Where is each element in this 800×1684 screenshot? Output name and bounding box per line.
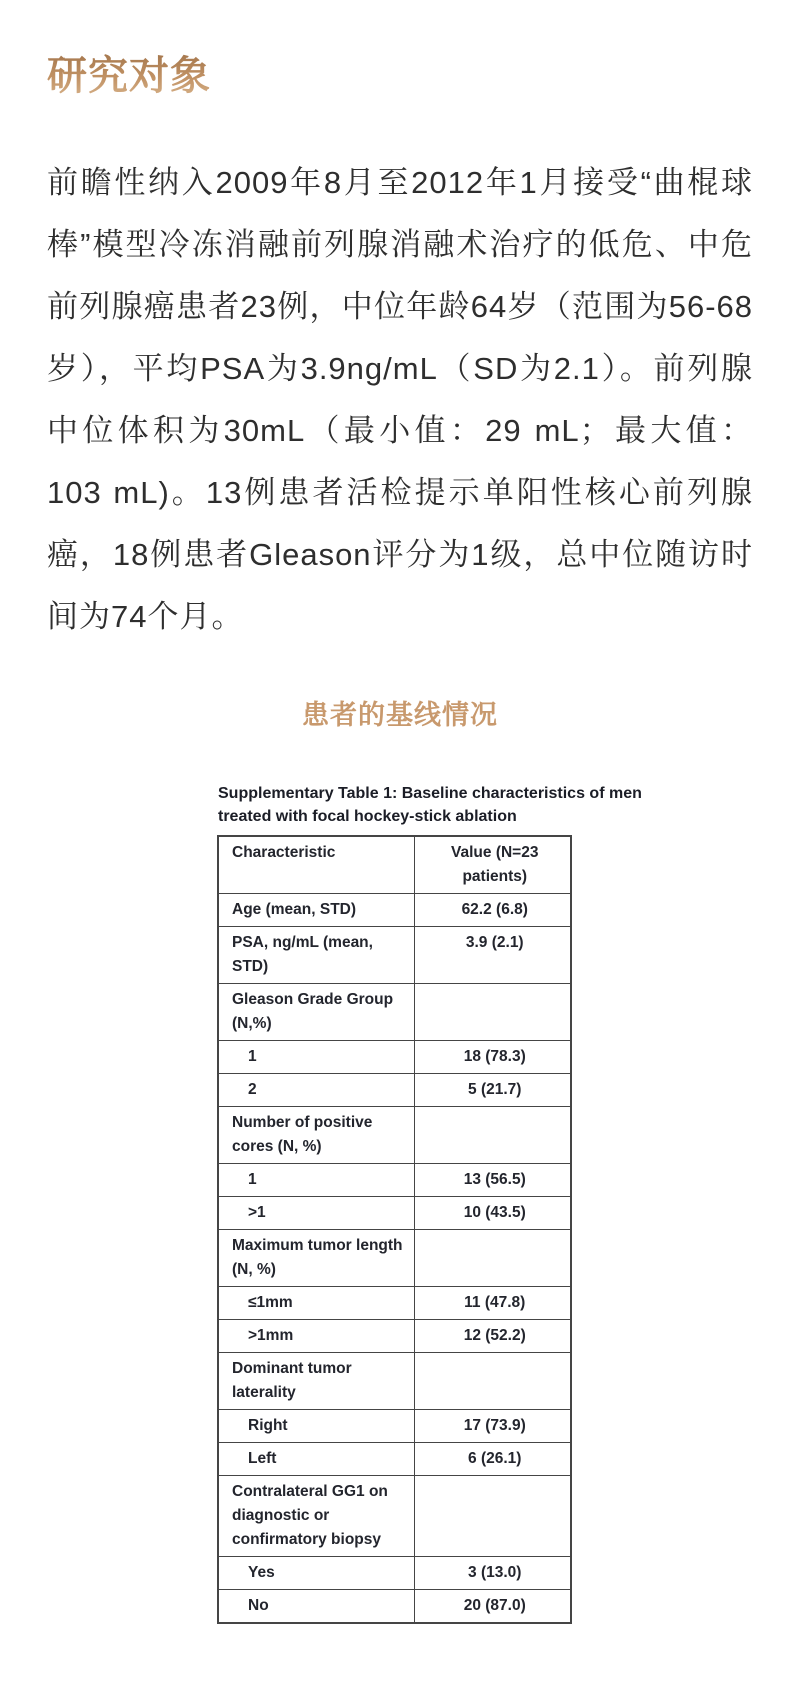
table-row — [218, 927, 571, 984]
row-label: Number of positive cores (N, %) — [218, 1107, 414, 1164]
header-row — [218, 836, 571, 894]
row-label: Gleason Grade Group (N,%) — [218, 984, 414, 1041]
row-value — [414, 1107, 571, 1164]
row-value: 18 (78.3) — [414, 1041, 571, 1074]
row-value: 17 (73.9) — [414, 1410, 571, 1443]
table-row — [218, 1353, 571, 1410]
row-label: Yes — [218, 1557, 414, 1590]
row-value: 12 (52.2) — [414, 1320, 571, 1353]
column-header-value: Value (N=23 patients) — [414, 836, 571, 894]
baseline-table-figure — [0, 782, 800, 1624]
baseline-table-header — [218, 836, 571, 894]
table-row — [218, 1164, 571, 1197]
table-row — [218, 1197, 571, 1230]
row-value: 11 (47.8) — [414, 1287, 571, 1320]
row-label: Age (mean, STD) — [218, 894, 414, 927]
row-value: 3 (13.0) — [414, 1557, 571, 1590]
row-value: 20 (87.0) — [414, 1590, 571, 1624]
table-row — [218, 894, 571, 927]
table-row — [218, 1230, 571, 1287]
row-value: 3.9 (2.1) — [414, 927, 571, 984]
row-value — [414, 1353, 571, 1410]
row-label: No — [218, 1590, 414, 1624]
table-row — [218, 1590, 571, 1624]
row-label: Maximum tumor length (N, %) — [218, 1230, 414, 1287]
row-value: 62.2 (6.8) — [414, 894, 571, 927]
row-label: 1 — [218, 1041, 414, 1074]
row-value — [414, 1230, 571, 1287]
table-row — [218, 1041, 571, 1074]
row-value: 13 (56.5) — [414, 1164, 571, 1197]
section-heading: 研究对象 — [47, 52, 211, 99]
table-row — [218, 1107, 571, 1164]
row-value — [414, 1476, 571, 1557]
row-label: >1mm — [218, 1320, 414, 1353]
row-value: 5 (21.7) — [414, 1074, 571, 1107]
baseline-table — [217, 835, 572, 1624]
table-row — [218, 1410, 571, 1443]
table-caption: Supplementary Table 1: Baseline characteristics of men treated with focal hockey-stick ablation — [218, 785, 642, 825]
table-row — [218, 984, 571, 1041]
table-row — [218, 1074, 571, 1107]
row-label: PSA, ng/mL (mean, STD) — [218, 927, 414, 984]
column-header-characteristic: Characteristic — [218, 836, 414, 894]
row-label: 2 — [218, 1074, 414, 1107]
table-row — [218, 1443, 571, 1476]
row-label: Dominant tumor laterality — [218, 1353, 414, 1410]
row-label: Contralateral GG1 on diagnostic or confirmatory biopsy — [218, 1476, 414, 1557]
table-row — [218, 1287, 571, 1320]
subtitle: 患者的基线情况 — [302, 700, 498, 730]
row-label: Right — [218, 1410, 414, 1443]
row-label: >1 — [218, 1197, 414, 1230]
row-value — [414, 984, 571, 1041]
row-value: 6 (26.1) — [414, 1443, 571, 1476]
row-value: 10 (43.5) — [414, 1197, 571, 1230]
table-row — [218, 1476, 571, 1557]
row-label: ≤1mm — [218, 1287, 414, 1320]
row-label: Left — [218, 1443, 414, 1476]
body-paragraph: 前瞻性纳入2009年8月至2012年1月接受“曲棍球棒”模型冷冻消融前列腺消融术治疗的低危、中危前列腺癌患者23例，中位年龄64岁（范围为56-68岁），平均PSA为3.9ng/mL（SD为2.1）。前列腺中位体积为30mL（最小值：29 mL；最大值：103 mL)。13例患者活检提示单阳性核心前列腺癌，18例患者Gleason评分为1级，总中位随访时间为74个月。 — [47, 165, 753, 634]
table-row — [218, 1557, 571, 1590]
baseline-table-body — [218, 894, 571, 1624]
table-row — [218, 1320, 571, 1353]
row-label: 1 — [218, 1164, 414, 1197]
